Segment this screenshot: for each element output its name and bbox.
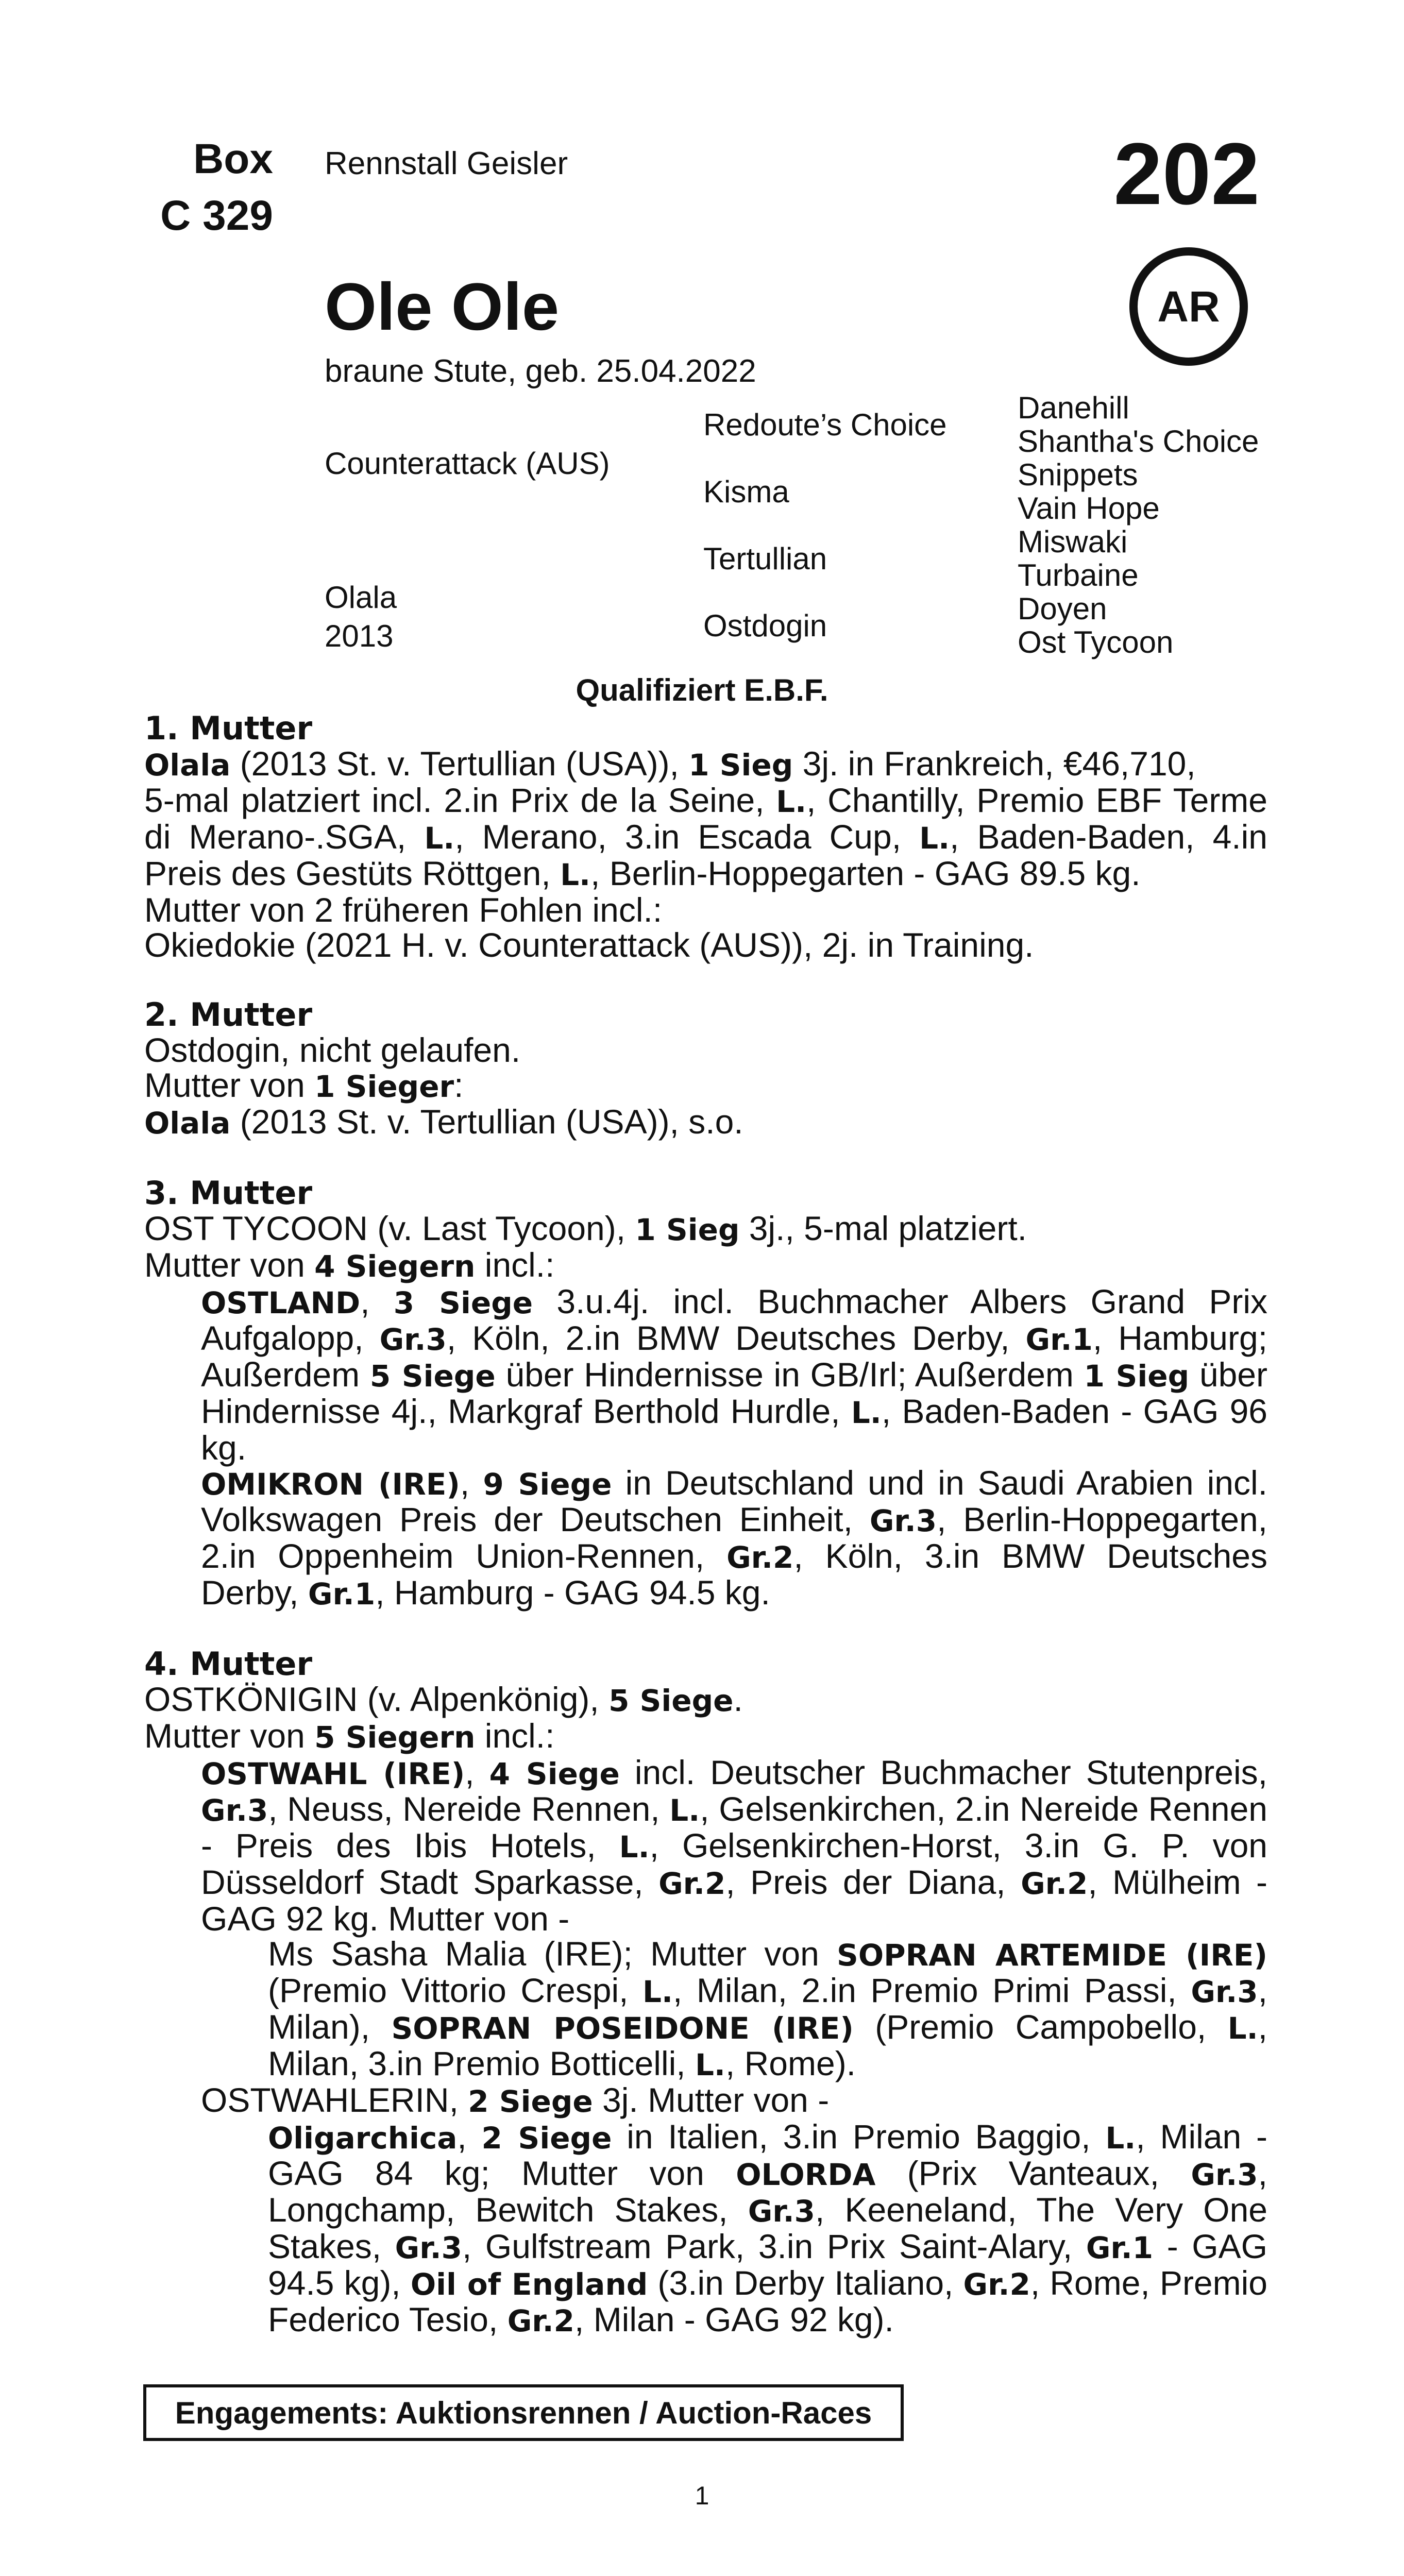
pedigree-sire-dam: Kisma bbox=[703, 474, 789, 509]
box-label: Box bbox=[193, 135, 273, 182]
mutter2-mutter-von: Mutter von 1 Sieger: bbox=[144, 1066, 464, 1104]
mutter1-heading: 1. Mutter bbox=[144, 709, 313, 747]
mutter3-heading: 3. Mutter bbox=[144, 1174, 313, 1212]
mutter4-ostwahl: OSTWAHL (IRE), 4 Siege incl. Deutscher Buchmacher Stutenpreis, Gr.3, Neuss, Nereide Rennen, L., Gelsenkirchen, 2.in Nereide Rennen - Preis des Ibis Hotels, L., Gelsenkirchen-Horst, 3.in G. P. von Düsseldorf Stadt Sparkasse, Gr.2, Preis der Diana, Gr.2, Mülheim - GAG 92 kg. Mutter von - bbox=[201, 1753, 1268, 1938]
horse-name: Ole Ole bbox=[325, 269, 560, 344]
qualification: Qualifiziert E.B.F. bbox=[576, 673, 828, 707]
pedigree-dam-dam: Ostdogin bbox=[703, 608, 827, 643]
mutter4-mutter-von: Mutter von 5 Siegern incl.: bbox=[144, 1717, 555, 1755]
mutter4-line1: OSTKÖNIGIN (v. Alpenkönig), 5 Siege. bbox=[144, 1680, 743, 1718]
box-number: C 329 bbox=[160, 192, 273, 239]
mutter1-record: 5-mal platziert incl. 2.in Prix de la Seine, L., Chantilly, Premio EBF Terme di Merano-.SGA, L., Merano, 3.in Escada Cup, L., Baden-Baden, 4.in Preis des Gestüts Röttgen, L., Berlin-Hoppegarten - GAG 89.5 kg. bbox=[144, 781, 1268, 892]
pedigree-g3: Snippets bbox=[1018, 457, 1138, 492]
pedigree-g4: Vain Hope bbox=[1018, 491, 1160, 526]
mutter2-foal: Olala (2013 St. v. Tertullian (USA)), s.o. bbox=[144, 1103, 743, 1141]
mutter3-ostland: OSTLAND, 3 Siege 3.u.4j. incl. Buchmacher Albers Grand Prix Aufgalopp, Gr.3, Köln, 2.in BMW Deutsches Derby, Gr.1, Hamburg; Außerdem 5 Siege über Hindernisse in GB/Irl; Außerdem 1 Sieg über Hindernisse 4j., Markgraf Berthold Hurdle, L., Baden-Baden - GAG 96 kg. bbox=[201, 1282, 1267, 1467]
owner-name: Rennstall Geisler bbox=[325, 146, 568, 181]
lot-number: 202 bbox=[1113, 125, 1260, 223]
mutter1-name-line: Olala (2013 St. v. Tertullian (USA)), 1 Sieg 3j. in Frankreich, €46,710, bbox=[144, 744, 1196, 783]
pedigree-g7: Doyen bbox=[1018, 591, 1107, 626]
mutter1-foal: Okiedokie (2021 H. v. Counterattack (AUS)), 2j. in Training. bbox=[144, 926, 1034, 964]
pedigree-sire-sire: Redoute’s Choice bbox=[703, 408, 947, 442]
pedigree-g5: Miswaki bbox=[1018, 524, 1128, 559]
mutter2-line1: Ostdogin, nicht gelaufen. bbox=[144, 1031, 521, 1069]
mutter1-mutter-von: Mutter von 2 früheren Fohlen incl.: bbox=[144, 891, 663, 929]
mutter4-ostwahlerin: OSTWAHLERIN, 2 Siege 3j. Mutter von - bbox=[201, 2081, 830, 2119]
pedigree-dam-sire: Tertullian bbox=[703, 541, 827, 576]
mutter2-heading: 2. Mutter bbox=[144, 996, 313, 1033]
pedigree-sire: Counterattack (AUS) bbox=[325, 446, 610, 481]
pedigree-g6: Turbaine bbox=[1018, 558, 1139, 592]
page-number: 1 bbox=[695, 2481, 709, 2510]
pedigree-g1: Danehill bbox=[1018, 391, 1129, 425]
engagements-box: Engagements: Auktionsrennen / Auction-Races bbox=[143, 2384, 904, 2441]
dam-line-content bbox=[144, 711, 1267, 2338]
mutter3-line1: OST TYCOON (v. Last Tycoon), 1 Sieg 3j., 5-mal platziert. bbox=[144, 1209, 1027, 1247]
pedigree-dam: Olala bbox=[325, 580, 397, 615]
mutter4-heading: 4. Mutter bbox=[144, 1645, 313, 1683]
mutter3-mutter-von: Mutter von 4 Siegern incl.: bbox=[144, 1246, 555, 1284]
pedigree-dam-year: 2013 bbox=[325, 619, 394, 653]
pedigree-g2: Shantha's Choice bbox=[1018, 424, 1259, 459]
mutter4-ms-sasha-malia: Ms Sasha Malia (IRE); Mutter von SOPRAN ARTEMIDE (IRE) (Premio Vittorio Crespi, L., Milan, 2.in Premio Primi Passi, Gr.3, Milan), SOPRAN POSEIDONE (IRE) (Premio Campobello, L., Milan, 3.in Premio Botticelli, L., Rome). bbox=[268, 1935, 1267, 2082]
pedigree-g8: Ost Tycoon bbox=[1018, 625, 1174, 659]
horse-description: braune Stute, geb. 25.04.2022 bbox=[325, 353, 756, 389]
mutter4-oligarchica: Oligarchica, 2 Siege in Italien, 3.in Premio Baggio, L., Milan - GAG 84 kg; Mutter von OLORDA (Prix Vanteaux, Gr.3, Longchamp, Bewitch Stakes, Gr.3, Keeneland, The Very One Stakes, Gr.3, Gulfstream Park, 3.in Prix Saint-Alary, Gr.1 - GAG 94.5 kg), Oil of England (3.in Derby Italiano, Gr.2, Rome, Premio Federico Tesio, Gr.2, Milan - GAG 92 kg). bbox=[268, 2117, 1267, 2338]
mutter3-omikron: OMIKRON (IRE), 9 Siege in Deutschland und in Saudi Arabien incl. Volkswagen Preis der Deutschen Einheit, Gr.3, Berlin-Hoppegarten, 2.in Oppenheim Union-Rennen, Gr.2, Köln, 3.in BMW Deutsches Derby, Gr.1, Hamburg - GAG 94.5 kg. bbox=[201, 1464, 1268, 1612]
mutter1-dam-name: Olala bbox=[144, 748, 231, 783]
ar-badge: AR bbox=[1129, 247, 1248, 366]
